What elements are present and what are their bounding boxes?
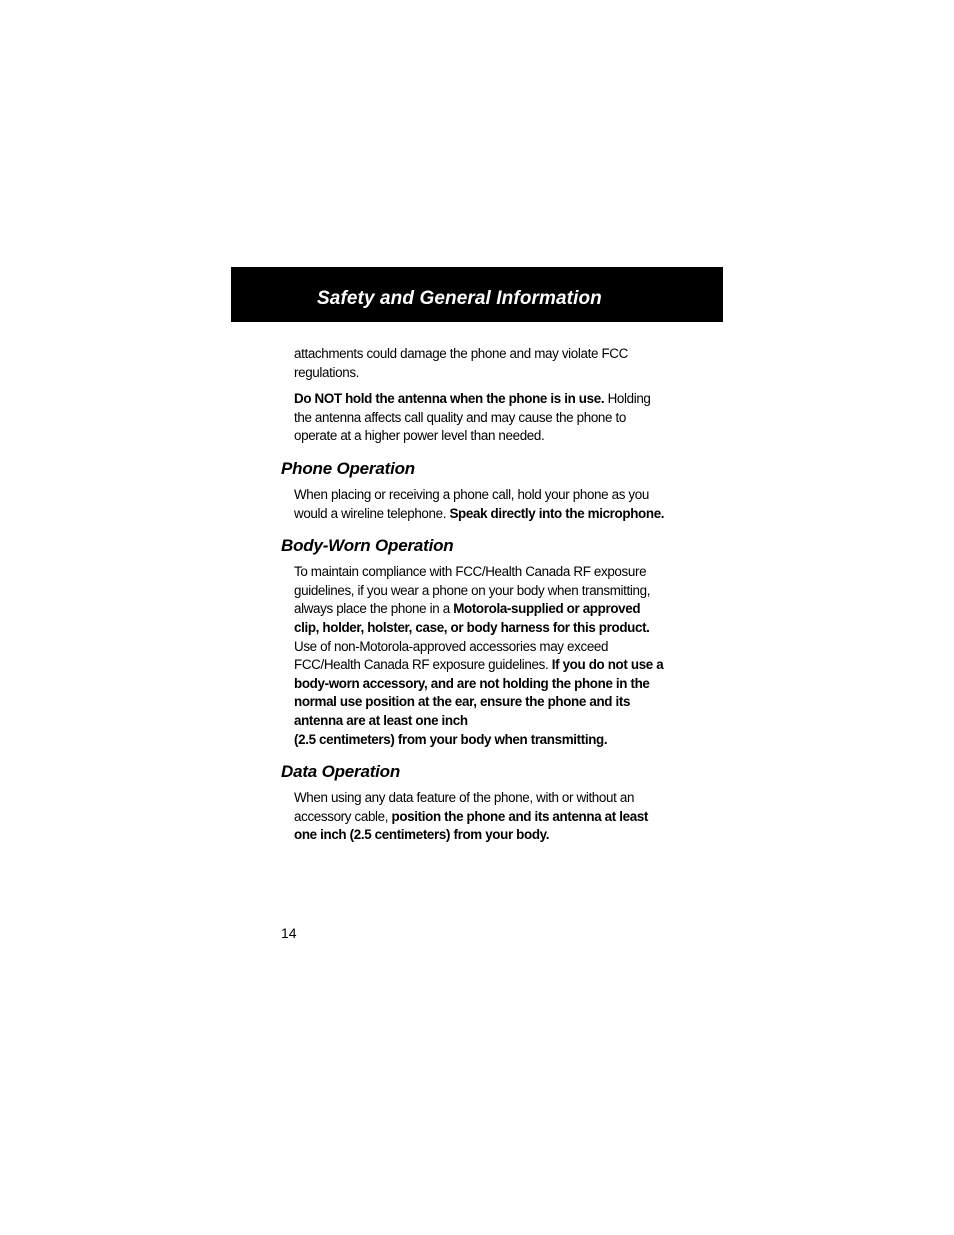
data-operation-heading: Data Operation xyxy=(281,762,401,782)
phone-operation-bold: Speak directly into the microphone. xyxy=(449,505,665,521)
page-title: Safety and General Information xyxy=(317,288,602,309)
data-operation-text: When using any data feature of the phone, with or without an accessory cable, xyxy=(294,790,635,824)
phone-operation-text: When placing or receiving a phone call, hold your phone as you would a wireline telephone. xyxy=(294,486,649,521)
body-worn-operation-paragraph xyxy=(294,563,666,749)
data-operation-paragraph xyxy=(294,789,666,845)
header-bar xyxy=(231,267,723,322)
intro-paragraph-1: attachments could damage the phone and may violate FCC regulations. xyxy=(294,346,628,380)
intro-paragraph-2 xyxy=(294,390,666,446)
phone-operation-heading: Phone Operation xyxy=(281,458,415,478)
body-worn-bold-1: Motorola-supplied or approved clip, holder, holster, case, or body harness for this product. xyxy=(294,601,650,635)
data-operation-bold: position the phone and its antenna at least one inch (2.5 centimeters) from your body. xyxy=(294,808,649,843)
page-number: 14 xyxy=(281,925,297,941)
body-worn-text-2: Use of non-Motorola-approved accessories may exceed FCC/Health Canada RF exposure guidelines. xyxy=(294,638,609,673)
phone-operation-paragraph xyxy=(294,486,666,523)
body-worn-operation-heading: Body-Worn Operation xyxy=(281,536,454,556)
antenna-warning: Do NOT hold the antenna when the phone is in use. xyxy=(294,391,605,407)
body-worn-bold-2b: (2.5 centimeters) from your body when transmitting. xyxy=(294,731,608,747)
main-content xyxy=(281,345,671,845)
antenna-warning-detail: Holding the antenna affects call quality and may cause the phone to operate at a higher power level than needed. xyxy=(294,391,651,444)
body-worn-bold-2a: If you do not use a body-worn accessory, and are not holding the phone in the normal use position at the ear, ensure the phone and its antenna are at least one inch xyxy=(294,657,664,728)
body-worn-text-1: To maintain compliance with FCC/Health Canada RF exposure guidelines, if you wear a phone on your body when transmitting, always place the phone in a xyxy=(294,564,651,617)
